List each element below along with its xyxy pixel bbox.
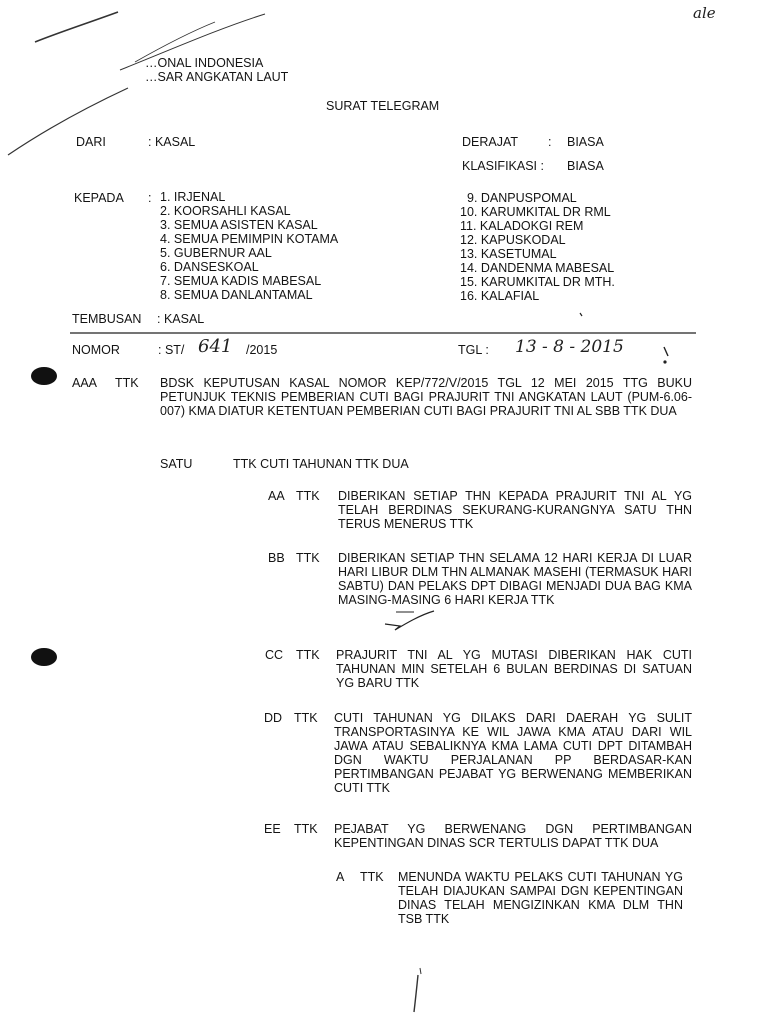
derajat-colon: : xyxy=(548,135,552,149)
recipient-item: 4. SEMUA PEMIMPIN KOTAMA xyxy=(160,232,339,246)
org-line-1: …ONAL INDONESIA xyxy=(145,56,264,70)
aaa-ttk: TTK xyxy=(115,376,139,390)
recipient-item: 9. DANPUSPOMAL xyxy=(467,191,577,205)
item-ttk: TTK xyxy=(296,551,320,565)
klasifikasi-value: BIASA xyxy=(567,159,604,173)
recipient-item: 12. KAPUSKODAL xyxy=(460,233,566,247)
pen-stroke xyxy=(8,88,128,155)
nomor-suffix: /2015 xyxy=(246,343,278,357)
recipient-item: 5. GUBERNUR AAL xyxy=(160,246,272,260)
recipient-item: 15. KARUMKITAL DR MTH. xyxy=(460,275,615,289)
item-text: PEJABAT YG BERWENANG DGN PERTIMBANGAN KEPENTINGAN DINAS SCR TERTULIS DAPAT TTK DUA xyxy=(334,822,692,850)
pen-mark xyxy=(414,975,418,1012)
item-text: CUTI TAHUNAN YG DILAKS DARI DAERAH YG SULIT TRANSPORTASINYA KE WIL JAWA KMA ATAU DARI WIL JAWA ATAU SEBALIKNYA KMA LAMA CUTI DPT DITAMBAH DGN WAKTU PERJALANAN PP BERDASAR-KAN PERTIMBANGAN PEJABAT YG BERWENANG MEMBERIKAN CUTI TTK xyxy=(334,711,692,795)
item-ttk: TTK xyxy=(296,648,320,662)
recipient-item: 1. IRJENAL xyxy=(160,190,226,204)
punch-hole xyxy=(31,367,57,385)
recipient-item: 3. SEMUA ASISTEN KASAL xyxy=(160,218,318,232)
recipient-item: 10. KARUMKITAL DR RML xyxy=(460,205,611,219)
tgl-handwritten: 13 - 8 - 2015 xyxy=(515,337,624,357)
dari-value: : KASAL xyxy=(148,135,196,149)
aaa-paragraph: BDSK KEPUTUSAN KASAL NOMOR KEP/772/V/2015 TGL 12 MEI 2015 TTG BUKU PETUNJUK TEKNIS PEMBERIAN CUTI BAGI PRAJURIT TNI ANGKATAN LAUT (PUM-6.06-007) KMA DIATUR KETENTUAN PEMBERIAN CUTI BAGI PRAJURIT TNI AL SBB TTK DUA xyxy=(160,376,692,418)
item-text: DIBERIKAN SETIAP THN SELAMA 12 HARI KERJA DI LUAR HARI LIBUR DLM THN ALMANAK MASEHI (TERMASUK HARI SABTU) DAN PELAKS DPT DIBAGI MENJADI DUA BAG KMA MASING-MASING 6 HARI KERJA TTK xyxy=(338,551,692,607)
recipients-right xyxy=(460,191,615,303)
derajat-label: DERAJAT xyxy=(462,135,519,149)
item-text: PRAJURIT TNI AL YG MUTASI DIBERIKAN HAK CUTI TAHUNAN MIN SETELAH 6 BULAN BERDINAS DI SATUAN YG BARU TTK xyxy=(336,648,692,690)
page-number-mark: ale xyxy=(693,4,716,22)
sub-item-ttk: TTK xyxy=(360,870,384,884)
handwritten-check xyxy=(385,611,434,630)
item-code: AA xyxy=(268,489,285,503)
dari-label: DARI xyxy=(76,135,106,149)
tgl-label: TGL : xyxy=(458,343,489,357)
item-code: DD xyxy=(264,711,283,725)
sub-item-code: A xyxy=(336,870,345,884)
kepada-colon: : xyxy=(148,191,152,205)
recipient-item: 6. DANSESKOAL xyxy=(160,260,259,274)
recipient-item: 14. DANDENMA MABESAL xyxy=(460,261,615,275)
klasifikasi-label: KLASIFIKASI : xyxy=(462,159,544,173)
recipient-item: 2. KOORSAHLI KASAL xyxy=(160,204,291,218)
recipients-left xyxy=(160,190,338,302)
item-code: EE xyxy=(264,822,281,836)
pen-mark xyxy=(664,347,668,356)
recipient-item: 7. SEMUA KADIS MABESAL xyxy=(160,274,322,288)
recipient-item: 8. SEMUA DANLANTAMAL xyxy=(160,288,313,302)
pen-mark xyxy=(420,968,421,974)
document-title: SURAT TELEGRAM xyxy=(326,99,440,113)
recipient-item: 16. KALAFIAL xyxy=(460,289,540,303)
aaa-label: AAA xyxy=(72,376,98,390)
item-code: CC xyxy=(265,648,284,662)
item-text: DIBERIKAN SETIAP THN KEPADA PRAJURIT TNI AL YG TELAH BERDINAS SEKURANG-KURANGNYA SATU THN TERUS MENERUS TTK xyxy=(338,489,692,531)
nomor-handwritten: 641 xyxy=(198,336,233,357)
derajat-value: BIASA xyxy=(567,135,604,149)
punch-hole xyxy=(31,648,57,666)
pen-stroke xyxy=(35,12,118,42)
item-ttk: TTK xyxy=(296,489,320,503)
tembusan-label: TEMBUSAN xyxy=(72,312,142,326)
item-code: BB xyxy=(268,551,285,565)
item-ttk: TTK xyxy=(294,822,318,836)
nomor-prefix: : ST/ xyxy=(158,343,185,357)
recipient-item: 11. KALADOKGI REM xyxy=(460,219,584,233)
recipient-item: 13. KASETUMAL xyxy=(460,247,557,261)
satu-heading: TTK CUTI TAHUNAN TTK DUA xyxy=(233,457,409,471)
satu-label: SATU xyxy=(160,457,193,471)
kepada-label: KEPADA xyxy=(74,191,124,205)
sub-item-text: MENUNDA WAKTU PELAKS CUTI TAHUNAN YG TELAH DIAJUKAN SAMPAI DGN KEPENTINGAN DINAS TELAH MENGIZINKAN KMA DLM THN TSB TTK xyxy=(398,870,683,926)
nomor-label: NOMOR xyxy=(72,343,120,357)
tembusan-value: : KASAL xyxy=(157,312,205,326)
org-line-2: …SAR ANGKATAN LAUT xyxy=(145,70,289,84)
item-ttk: TTK xyxy=(294,711,318,725)
pen-mark xyxy=(580,313,582,316)
